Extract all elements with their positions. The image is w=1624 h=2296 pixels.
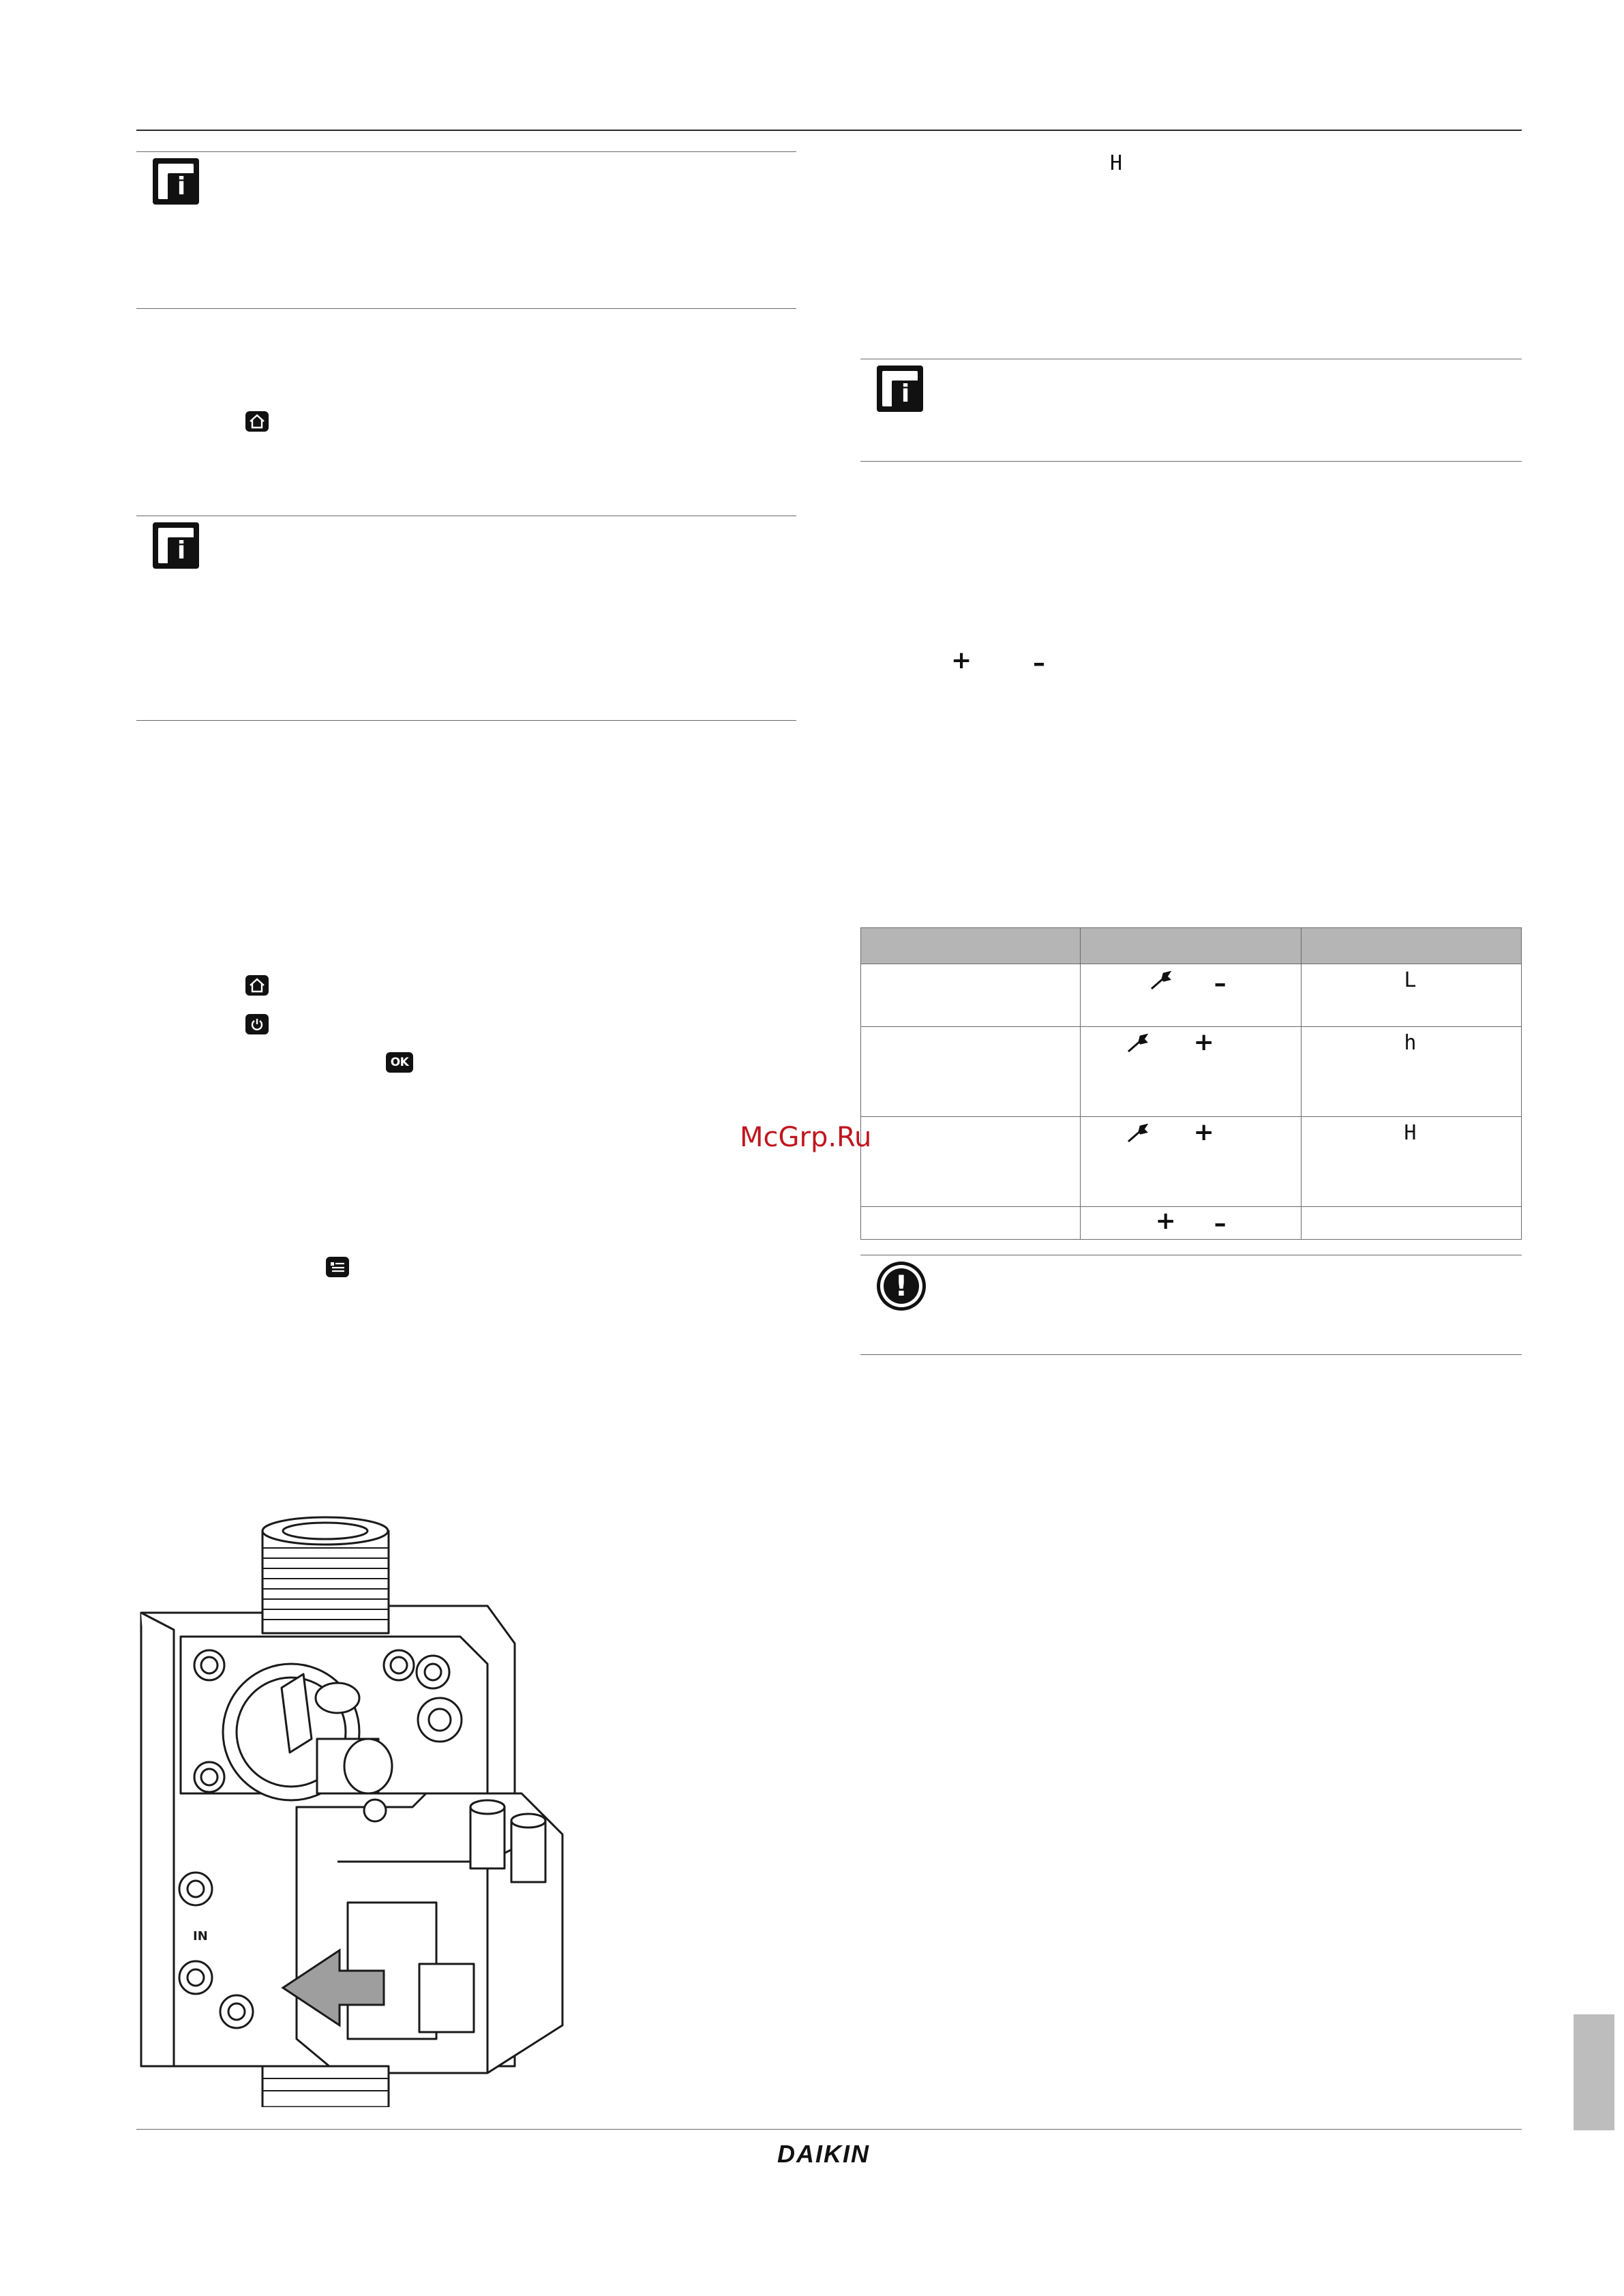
table-button-plus: + [1193, 1028, 1214, 1056]
settings-table [860, 927, 1522, 1240]
top-rule [136, 130, 1522, 131]
note-1-bottom-rule [136, 308, 796, 309]
note-1-top-rule [136, 151, 796, 152]
table-row [861, 964, 1522, 1027]
info-icon: i [153, 522, 199, 569]
menu-icon [326, 1257, 349, 1277]
power-icon [245, 1014, 269, 1034]
table-button-minus: – [1214, 970, 1227, 998]
footer-rule [136, 2129, 1522, 2130]
table-display-H: H [1404, 1121, 1417, 1145]
note-3-bottom-rule [860, 461, 1522, 462]
table-display-L: L [1404, 968, 1417, 992]
table-button-plus: + [1193, 1118, 1214, 1146]
table-button-minus: – [1214, 1210, 1227, 1238]
info-icon: i [153, 158, 199, 205]
side-tab [1574, 2014, 1614, 2130]
table-row [861, 1027, 1522, 1117]
watermark: McGrp.Ru [740, 1122, 872, 1153]
minus-symbol: – [1033, 649, 1045, 677]
wrench-icon [1126, 1124, 1150, 1144]
info-icon: i [877, 366, 923, 412]
home-icon [245, 975, 269, 996]
wrench-icon [1149, 971, 1173, 992]
table-display-h: h [1404, 1031, 1417, 1055]
table-header-row [861, 928, 1522, 964]
note-2-bottom-rule [136, 720, 796, 721]
svg-text:IN: IN [193, 1929, 208, 1943]
table-button-plus: + [1155, 1207, 1176, 1235]
warning-icon: ! [877, 1262, 926, 1311]
plus-symbol: + [951, 646, 972, 674]
wrench-icon [1126, 1034, 1150, 1054]
gas-valve-illustration [133, 1507, 631, 2107]
daikin-logo: DAIKIN [777, 2140, 870, 2168]
table-row [861, 1207, 1522, 1240]
table-row [861, 1117, 1522, 1207]
ok-icon: OK [386, 1052, 413, 1073]
warning-bottom-rule [860, 1354, 1522, 1355]
display-char-H: H [1110, 151, 1123, 175]
home-icon [245, 411, 269, 432]
